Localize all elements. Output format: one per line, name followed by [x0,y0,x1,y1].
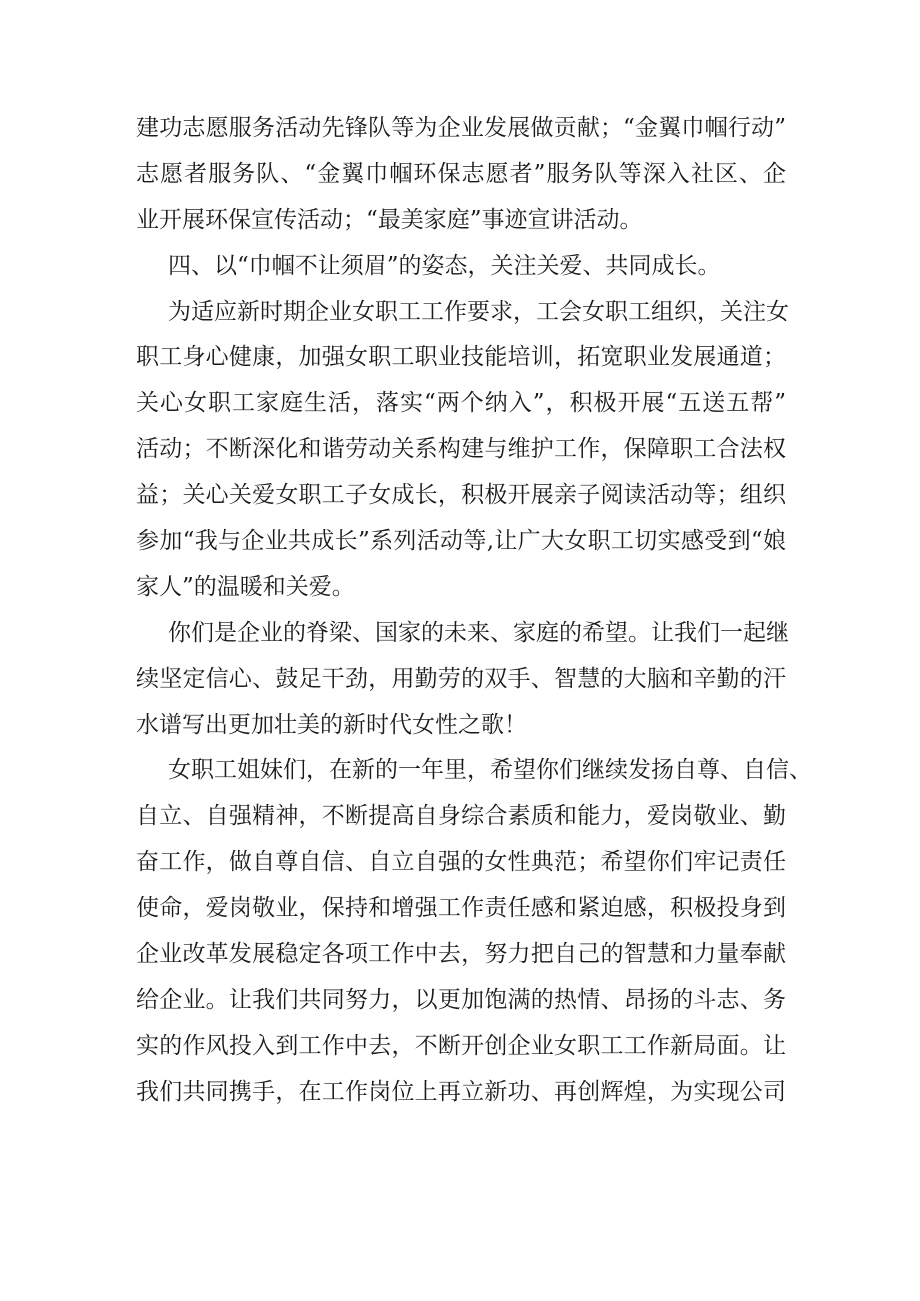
text-line: 给企业。让我们共同努力，以更加饱满的热情、昂扬的斗志、务 [136,986,786,1013]
text-line: 水谱写出更加壮美的新时代女性之歌！ [136,711,527,738]
text-line: 关心女职工家庭生活，落实“两个纳入”，积极开展“五送五帮” [136,390,786,417]
text-line: 你们是企业的脊梁、国家的未来、家庭的希望。让我们一起继 [168,619,789,646]
text-line: 续坚定信心、鼓足干劲，用勤劳的双手、智慧的大脑和辛勤的汗 [136,665,786,692]
text-line: 自立、自强精神，不断提高自身综合素质和能力，爱岗敬业、勤 [136,803,786,830]
text-line: 职工身心健康，加强女职工职业技能培训，拓宽职业发展通道； [136,344,786,371]
paragraph-care-and-growth [136,290,789,611]
text-line: 为适应新时期企业女职工工作要求，工会女职工组织，关注女 [168,298,789,325]
text-line: 志愿者服务队、“金翼巾帼环保志愿者”服务队等深入社区、企 [136,160,786,187]
section-heading-four [136,244,786,290]
text-line: 活动；不断深化和谐劳动关系构建与维护工作，保障职工合法权 [136,436,786,463]
text-line: 益；关心关爱女职工子女成长，积极开展亲子阅读活动等；组织 [136,482,786,509]
text-line: 建功志愿服务活动先锋队等为企业发展做贡献；“金翼巾帼行动” [136,115,786,141]
text-line: 使命，爱岗敬业，保持和增强工作责任感和紧迫感，积极投身到 [136,895,786,922]
text-line: 家人”的温暖和关爱。 [136,573,355,600]
text-line: 我们共同携手，在工作岗位上再立新功、再创辉煌，为实现公司 [136,1078,786,1105]
paragraph-backbone [136,611,789,749]
document-body [136,106,812,1116]
text-line: 企业改革发展稳定各项工作中去，努力把自己的智慧和力量奉献 [136,941,786,968]
section-heading-text: 四、以“巾帼不让须眉”的姿态，关注关爱、共同成长。 [168,252,721,279]
text-line: 奋工作，做自尊自信、自立自强的女性典范；希望你们牢记责任 [136,849,786,876]
text-line: 参加“我与企业共成长”系列活动等,让广大女职工切实感受到“娘 [136,528,786,555]
paragraph-sisters-appeal [136,748,812,1115]
text-line: 业开展环保宣传活动；“最美家庭”事迹宣讲活动。 [136,206,643,233]
text-line: 女职工姐妹们，在新的一年里，希望你们继续发扬自尊、自信、 [168,757,812,784]
paragraph-volunteer-activities [136,106,786,244]
text-line: 实的作风投入到工作中去，不断开创企业女职工工作新局面。让 [136,1032,786,1059]
